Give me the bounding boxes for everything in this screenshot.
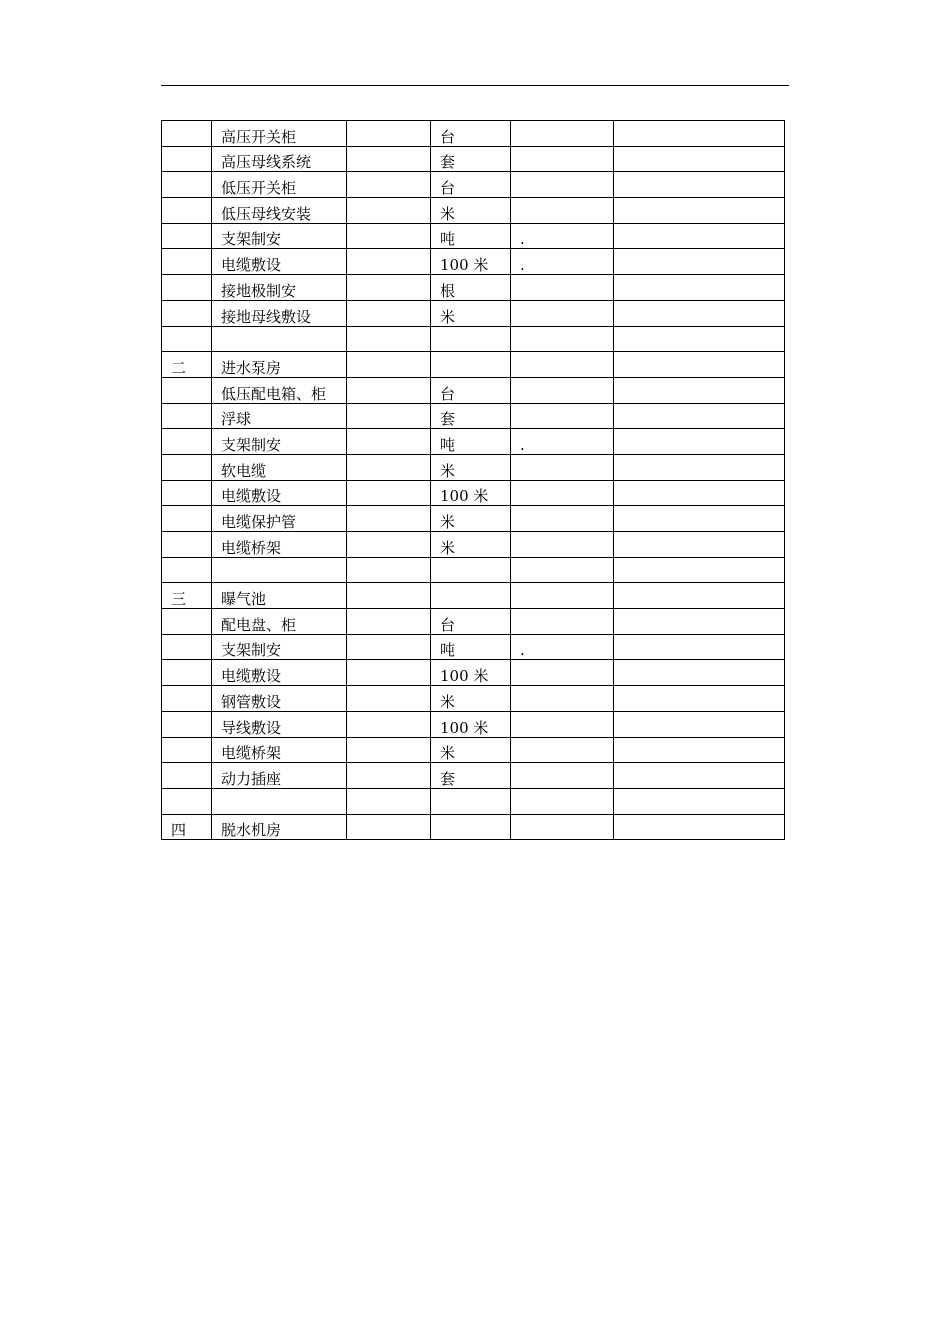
table-row [162, 814, 785, 840]
unit-cell [431, 429, 511, 455]
unit-cell [431, 121, 511, 147]
index-cell [162, 121, 212, 147]
remark-cell [614, 686, 785, 712]
item-name-cell-text: 进水泵房 [221, 358, 282, 377]
item-name-cell-text: 曝气池 [221, 590, 267, 609]
item-name-cell-text: 电缆敷设 [221, 256, 282, 275]
unit-cell-text: 台 [440, 127, 456, 146]
unit-cell-text: 米 [440, 204, 456, 223]
item-name-cell-text: 电缆敷设 [221, 667, 282, 686]
quantity-cell [511, 480, 614, 506]
unit-cell [431, 480, 511, 506]
remark-cell [614, 532, 785, 558]
quantity-cell [511, 454, 614, 480]
unit-cell [431, 249, 511, 275]
quantity-cell [511, 788, 614, 814]
index-cell [162, 300, 212, 326]
unit-cell-text: 米 [440, 692, 456, 711]
index-cell [162, 532, 212, 558]
item-name-cell [212, 352, 347, 378]
quantity-cell [511, 300, 614, 326]
index-cell [162, 634, 212, 660]
item-name-cell-text: 接地母线敷设 [221, 307, 312, 326]
unit-cell [431, 814, 511, 840]
table-row [162, 172, 785, 198]
spec-cell [347, 711, 431, 737]
item-name-cell-text: 接地极制安 [221, 281, 297, 300]
index-cell [162, 377, 212, 403]
unit-cell-text: 100 米 [440, 718, 489, 737]
spec-cell [347, 686, 431, 712]
quantity-cell-text: . [520, 256, 525, 275]
unit-cell-text: 米 [440, 513, 456, 531]
unit-cell [431, 506, 511, 532]
unit-cell [431, 609, 511, 635]
unit-cell [431, 763, 511, 789]
unit-cell [431, 454, 511, 480]
item-name-cell [212, 454, 347, 480]
table-row [162, 146, 785, 172]
spec-cell [347, 172, 431, 198]
spec-cell [347, 146, 431, 172]
item-name-cell-text: 配电盘、柜 [221, 615, 297, 634]
item-name-cell [212, 249, 347, 275]
item-name-cell [212, 429, 347, 455]
quantity-cell-text: . [520, 230, 525, 249]
quantity-cell [511, 249, 614, 275]
unit-cell [431, 300, 511, 326]
spec-cell [347, 377, 431, 403]
item-name-cell [212, 275, 347, 301]
index-cell [162, 763, 212, 789]
index-cell [162, 583, 212, 609]
quantity-cell [511, 737, 614, 763]
index-cell [162, 814, 212, 840]
table-row [162, 788, 785, 814]
table-row [162, 198, 785, 224]
unit-cell [431, 403, 511, 429]
unit-cell [431, 583, 511, 609]
remark-cell [614, 737, 785, 763]
item-name-cell-text: 电缆桥架 [221, 744, 282, 763]
spec-cell [347, 429, 431, 455]
unit-cell [431, 788, 511, 814]
index-cell-text: 四 [171, 821, 187, 840]
unit-cell-text: 吨 [440, 230, 456, 249]
unit-cell [431, 275, 511, 301]
remark-cell [614, 480, 785, 506]
remark-cell [614, 634, 785, 660]
index-cell [162, 506, 212, 532]
remark-cell [614, 429, 785, 455]
quantity-cell [511, 506, 614, 532]
unit-cell [431, 326, 511, 352]
quantity-cell [511, 223, 614, 249]
unit-cell [431, 146, 511, 172]
table-row [162, 686, 785, 712]
remark-cell [614, 814, 785, 840]
remark-cell [614, 300, 785, 326]
remark-cell [614, 146, 785, 172]
item-name-cell-text: 导线敷设 [221, 718, 282, 737]
index-cell [162, 172, 212, 198]
unit-cell-text: 米 [440, 461, 456, 480]
unit-cell-text: 套 [440, 769, 456, 788]
spec-cell [347, 352, 431, 378]
item-name-cell [212, 198, 347, 224]
quantity-cell [511, 814, 614, 840]
remark-cell [614, 454, 785, 480]
item-name-cell [212, 609, 347, 635]
quantity-cell [511, 275, 614, 301]
table-row [162, 506, 785, 532]
unit-cell-text: 米 [440, 307, 456, 326]
quantity-cell [511, 352, 614, 378]
index-cell-text: 三 [171, 590, 187, 609]
item-name-cell [212, 300, 347, 326]
spec-cell [347, 583, 431, 609]
item-name-cell [212, 788, 347, 814]
quantity-cell [511, 121, 614, 147]
quantity-cell [511, 557, 614, 583]
remark-cell [614, 377, 785, 403]
item-name-cell [212, 223, 347, 249]
remark-cell [614, 609, 785, 635]
table-row [162, 352, 785, 378]
quantity-cell [511, 609, 614, 635]
item-name-cell [212, 634, 347, 660]
remark-cell [614, 249, 785, 275]
remark-cell [614, 763, 785, 789]
index-cell [162, 480, 212, 506]
index-cell [162, 788, 212, 814]
item-name-cell [212, 737, 347, 763]
remark-cell [614, 352, 785, 378]
unit-cell [431, 172, 511, 198]
index-cell [162, 711, 212, 737]
unit-cell-text: 套 [440, 153, 456, 172]
remark-cell [614, 788, 785, 814]
spec-cell [347, 532, 431, 558]
remark-cell [614, 403, 785, 429]
remark-cell [614, 660, 785, 686]
item-name-cell-text: 低压母线安装 [221, 204, 312, 223]
remark-cell [614, 557, 785, 583]
index-cell [162, 146, 212, 172]
unit-cell-text: 100 米 [440, 256, 489, 275]
item-name-cell-text: 高压开关柜 [221, 127, 297, 146]
header-rule [161, 85, 789, 86]
item-name-cell-text: 浮球 [221, 410, 252, 429]
unit-cell-text: 100 米 [440, 487, 489, 506]
item-name-cell-text: 钢管敷设 [221, 692, 282, 711]
item-name-cell [212, 763, 347, 789]
spec-cell [347, 223, 431, 249]
unit-cell [431, 686, 511, 712]
index-cell [162, 686, 212, 712]
unit-cell-text: 吨 [440, 641, 456, 660]
item-name-cell [212, 686, 347, 712]
unit-cell [431, 377, 511, 403]
spec-cell [347, 609, 431, 635]
quantities-table [161, 120, 785, 840]
table-row [162, 223, 785, 249]
item-name-cell [212, 403, 347, 429]
unit-cell-text: 米 [440, 744, 456, 763]
item-name-cell [212, 506, 347, 532]
quantity-cell [511, 532, 614, 558]
spec-cell [347, 249, 431, 275]
table-row [162, 480, 785, 506]
unit-cell-text: 台 [440, 384, 456, 403]
item-name-cell-text: 动力插座 [221, 769, 282, 788]
spec-cell [347, 737, 431, 763]
item-name-cell [212, 557, 347, 583]
table-row [162, 300, 785, 326]
unit-cell-text: 吨 [440, 435, 456, 454]
remark-cell [614, 223, 785, 249]
item-name-cell-text: 电缆桥架 [221, 538, 282, 557]
index-cell [162, 403, 212, 429]
index-cell [162, 326, 212, 352]
item-name-cell-text: 低压配电箱、柜 [221, 384, 327, 403]
spec-cell [347, 634, 431, 660]
spec-cell [347, 198, 431, 224]
quantity-cell [511, 711, 614, 737]
item-name-cell-text: 电缆保护管 [221, 513, 297, 531]
index-cell-text: 二 [171, 358, 187, 377]
quantity-cell [511, 634, 614, 660]
quantity-cell [511, 583, 614, 609]
table-row [162, 609, 785, 635]
item-name-cell [212, 814, 347, 840]
table-row [162, 377, 785, 403]
index-cell [162, 609, 212, 635]
item-name-cell-text: 软电缆 [221, 461, 267, 480]
item-name-cell [212, 583, 347, 609]
quantity-cell [511, 763, 614, 789]
item-name-cell [212, 377, 347, 403]
table-row [162, 532, 785, 558]
item-name-cell-text: 脱水机房 [221, 821, 282, 840]
item-name-cell [212, 172, 347, 198]
item-name-cell [212, 121, 347, 147]
unit-cell-text: 100 米 [440, 667, 489, 686]
item-name-cell [212, 532, 347, 558]
quantity-cell [511, 660, 614, 686]
item-name-cell-text: 支架制安 [221, 230, 282, 249]
item-name-cell [212, 146, 347, 172]
table-row [162, 583, 785, 609]
table-row [162, 763, 785, 789]
quantity-cell-text: . [520, 641, 525, 660]
item-name-cell-text: 高压母线系统 [221, 153, 312, 172]
unit-cell-text: 米 [440, 538, 456, 557]
index-cell [162, 249, 212, 275]
spec-cell [347, 788, 431, 814]
unit-cell [431, 634, 511, 660]
unit-cell-text: 台 [440, 615, 456, 634]
index-cell [162, 198, 212, 224]
index-cell [162, 454, 212, 480]
remark-cell [614, 506, 785, 532]
unit-cell [431, 198, 511, 224]
quantity-cell [511, 686, 614, 712]
item-name-cell [212, 326, 347, 352]
quantity-cell [511, 429, 614, 455]
unit-cell [431, 557, 511, 583]
index-cell [162, 737, 212, 763]
unit-cell [431, 737, 511, 763]
table-row [162, 660, 785, 686]
remark-cell [614, 711, 785, 737]
quantity-cell [511, 326, 614, 352]
item-name-cell-text: 电缆敷设 [221, 487, 282, 506]
item-name-cell [212, 711, 347, 737]
index-cell [162, 352, 212, 378]
spec-cell [347, 814, 431, 840]
index-cell [162, 429, 212, 455]
table-row [162, 711, 785, 737]
remark-cell [614, 275, 785, 301]
unit-cell [431, 223, 511, 249]
remark-cell [614, 172, 785, 198]
spec-cell [347, 403, 431, 429]
unit-cell-text: 套 [440, 410, 456, 429]
quantity-cell [511, 172, 614, 198]
index-cell [162, 275, 212, 301]
spec-cell [347, 326, 431, 352]
spec-cell [347, 506, 431, 532]
item-name-cell-text: 支架制安 [221, 435, 282, 454]
remark-cell [614, 583, 785, 609]
unit-cell [431, 532, 511, 558]
spec-cell [347, 300, 431, 326]
quantity-cell-text: . [520, 435, 525, 454]
table-row [162, 403, 785, 429]
index-cell [162, 660, 212, 686]
unit-cell [431, 711, 511, 737]
spec-cell [347, 660, 431, 686]
table-row [162, 429, 785, 455]
item-name-cell-text: 低压开关柜 [221, 179, 297, 198]
spec-cell [347, 454, 431, 480]
quantity-cell [511, 146, 614, 172]
table-row [162, 121, 785, 147]
index-cell [162, 223, 212, 249]
item-name-cell [212, 660, 347, 686]
remark-cell [614, 121, 785, 147]
unit-cell [431, 352, 511, 378]
remark-cell [614, 198, 785, 224]
spec-cell [347, 480, 431, 506]
table-row [162, 454, 785, 480]
table-body [162, 121, 785, 840]
unit-cell-text: 台 [440, 179, 456, 198]
quantity-cell [511, 377, 614, 403]
quantity-cell [511, 403, 614, 429]
table-row [162, 634, 785, 660]
table-row [162, 249, 785, 275]
index-cell [162, 557, 212, 583]
table-row [162, 275, 785, 301]
spec-cell [347, 763, 431, 789]
table-row [162, 557, 785, 583]
unit-cell [431, 660, 511, 686]
item-name-cell [212, 480, 347, 506]
quantity-cell [511, 198, 614, 224]
spec-cell [347, 557, 431, 583]
remark-cell [614, 326, 785, 352]
spec-cell [347, 275, 431, 301]
table-row [162, 326, 785, 352]
spec-cell [347, 121, 431, 147]
unit-cell-text: 根 [440, 281, 456, 300]
item-name-cell-text: 支架制安 [221, 641, 282, 660]
table-row [162, 737, 785, 763]
